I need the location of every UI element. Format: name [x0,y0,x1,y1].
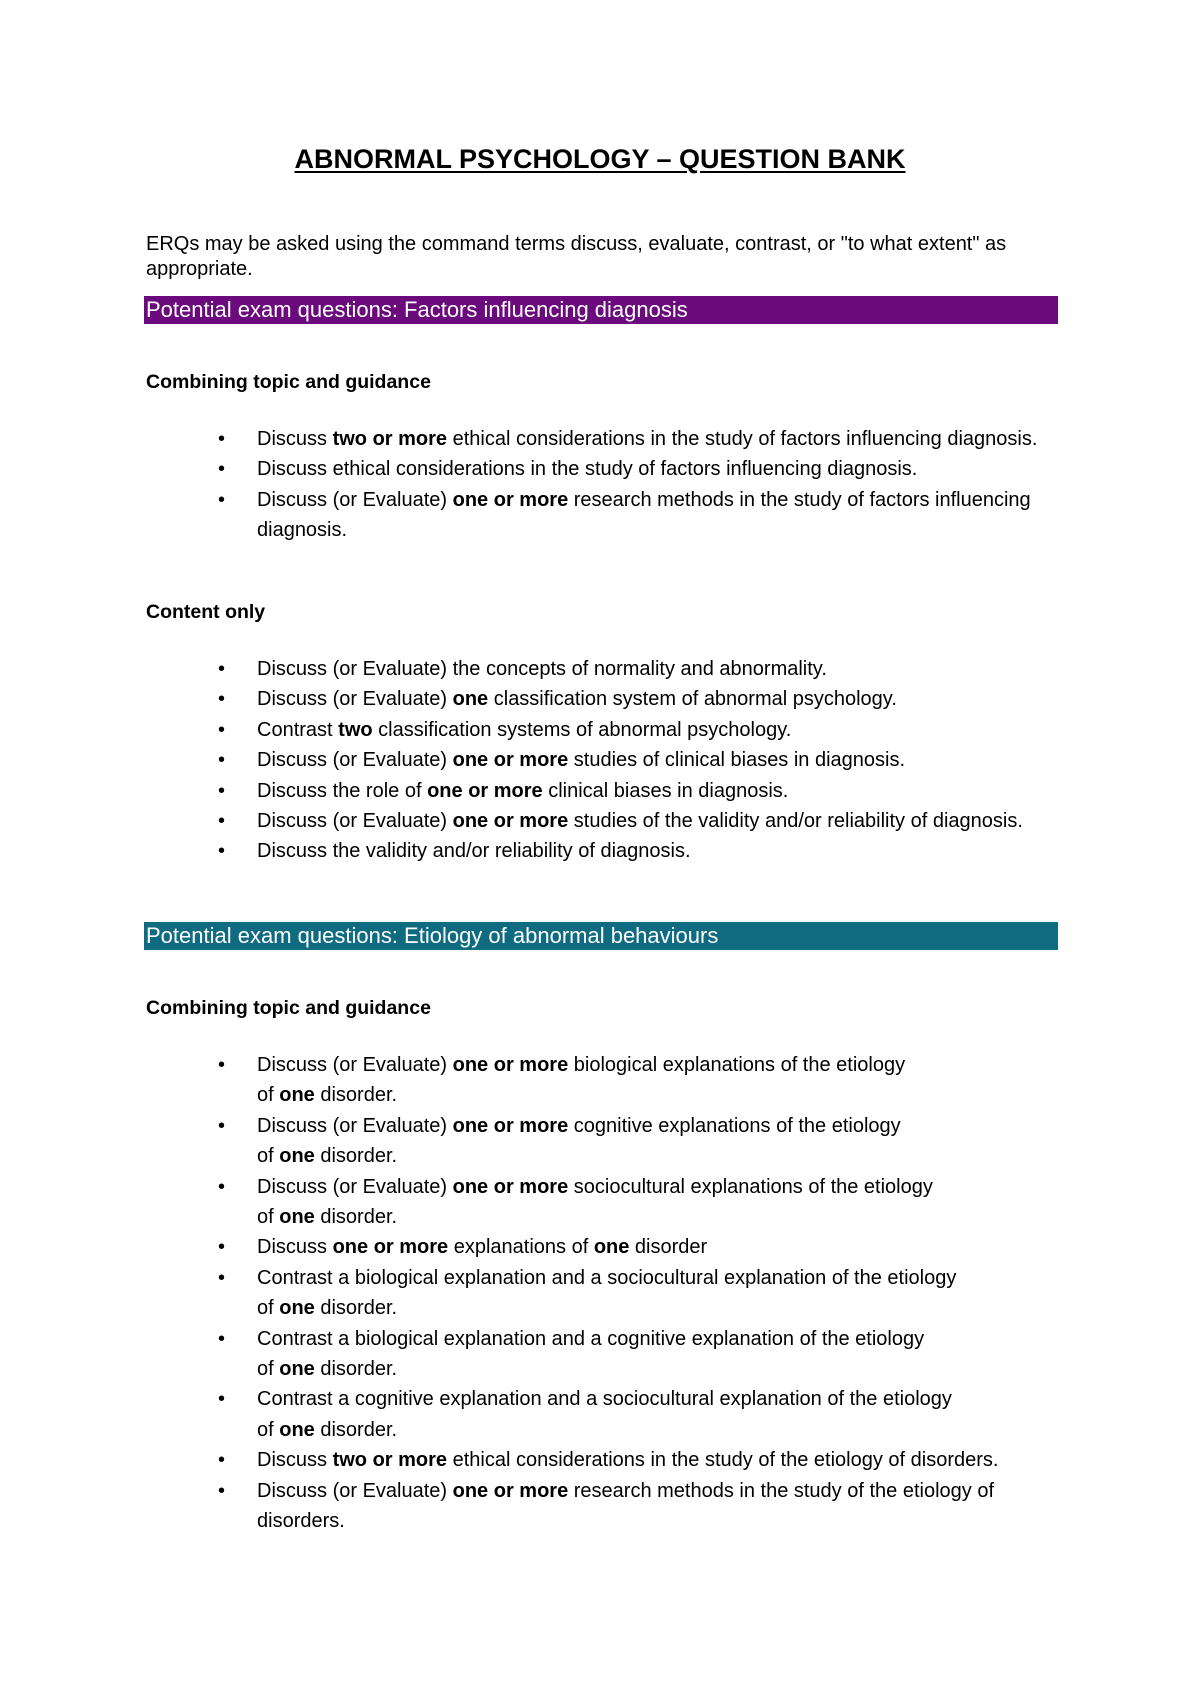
emphasis-text: one [279,1145,315,1168]
bullet-icon: • [218,428,226,450]
bullet-icon: • [218,488,226,511]
subheading-combining-topic-guidance: Combining topic and guidance [146,371,431,393]
emphasis-text: one or more [427,779,543,802]
question-text: Discuss (or Evaluate) one or more cognitive explanations of the etiology of one disorder. [257,1114,901,1168]
question-text: Contrast a cognitive explanation and a sociocultural explanation of the etiology of one disorder. [257,1388,952,1441]
list-item [0,485,1057,546]
emphasis-text: one or more [452,1175,569,1198]
bullet-icon: • [218,1449,226,1472]
bullet-icon: • [218,1479,226,1502]
question-list [0,424,1057,546]
bullet-icon: • [218,458,226,481]
list-item [0,836,1057,866]
bullet-icon: • [218,840,226,863]
question-list [0,1050,1057,1537]
list-item [0,1232,1057,1262]
subheading-combining-topic-guidance: Combining topic and guidance [146,997,431,1019]
bullet-icon: • [218,1266,226,1289]
emphasis-text: one or more [452,810,569,833]
question-text: Discuss ethical considerations in the study of factors influencing diagnosis. [257,458,918,481]
emphasis-text: one or more [452,488,569,511]
list-item [0,684,1057,714]
question-text: Contrast a biological explanation and a cognitive explanation of the etiology of one disorder. [257,1327,925,1381]
bullet-icon: • [218,810,226,833]
question-text: Discuss the role of one or more clinical biases in diagnosis. [257,779,789,802]
emphasis-text: one or more [452,1114,569,1137]
emphasis-text: one [279,1206,315,1229]
emphasis-text: two [338,718,373,741]
emphasis-text: one or more [332,1236,449,1259]
bullet-icon: • [218,1388,226,1411]
question-text: Discuss (or Evaluate) one or more research methods in the study of factors influencing diagnosis. [257,488,1031,542]
list-item [0,1111,1057,1172]
question-text: Discuss (or Evaluate) one or more studies of the validity and/or reliability of diagnosis. [257,810,1023,833]
emphasis-text: one or more [452,1054,569,1076]
emphasis-text: one [452,688,489,711]
bullet-icon: • [218,688,226,711]
question-text: Discuss (or Evaluate) one or more studies of clinical biases in diagnosis. [257,749,906,772]
question-text: Discuss (or Evaluate) one or more sociocultural explanations of the etiology of one disorder. [257,1175,933,1229]
emphasis-text: one [279,1084,315,1107]
question-list [0,654,1057,867]
emphasis-text: one or more [452,749,569,772]
list-item [0,424,1057,454]
question-text: Contrast a biological explanation and a sociocultural explanation of the etiology of one disorder. [257,1266,957,1320]
question-text: Discuss (or Evaluate) the concepts of normality and abnormality. [257,658,827,680]
emphasis-text: two or more [332,1449,448,1472]
bullet-icon: • [218,658,226,680]
question-text: Discuss the validity and/or reliability of diagnosis. [257,840,691,863]
list-item [0,1445,1057,1475]
list-item [0,1263,1057,1324]
list-item [0,1172,1057,1233]
bullet-icon: • [218,1327,226,1350]
question-text: Discuss (or Evaluate) one or more research methods in the study of the etiology of disorders. [257,1479,995,1533]
bullet-icon: • [218,779,226,802]
section-heading-etiology: Potential exam questions: Etiology of abnormal behaviours [144,922,1058,950]
question-text: Contrast two classification systems of abnormal psychology. [257,718,792,741]
emphasis-text: one [279,1418,315,1441]
question-text: Discuss one or more explanations of one disorder [257,1236,708,1259]
emphasis-text: two or more [332,428,448,450]
list-item [0,1050,1057,1111]
bullet-icon: • [218,718,226,741]
list-item [0,1476,1057,1537]
list-item [0,776,1057,806]
bullet-icon: • [218,1114,226,1137]
subheading-content-only: Content only [146,601,266,623]
question-text: Discuss (or Evaluate) one or more biological explanations of the etiology of one disorder. [257,1054,906,1107]
list-item [0,654,1057,684]
question-text: Discuss (or Evaluate) one classification system of abnormal psychology. [257,688,897,711]
list-item [0,745,1057,775]
emphasis-text: one [279,1358,315,1381]
list-item [0,454,1057,484]
list-item [0,1384,1057,1445]
list-item [0,715,1057,745]
emphasis-text: one or more [452,1479,569,1502]
section-heading-factors-diagnosis: Potential exam questions: Factors influencing diagnosis [144,296,1058,324]
bullet-icon: • [218,1236,226,1259]
list-item [0,1324,1057,1385]
bullet-icon: • [218,1054,226,1076]
bullet-icon: • [218,749,226,772]
page-title: ABNORMAL PSYCHOLOGY – QUESTION BANK [294,144,906,174]
bullet-icon: • [218,1175,226,1198]
emphasis-text: one [279,1297,315,1320]
list-item [0,806,1057,836]
emphasis-text: one [593,1236,630,1259]
intro-paragraph: ERQs may be asked using the command terms discuss, evaluate, contrast, or "to what extent" as appropriate. [146,233,1007,280]
question-text: Discuss two or more ethical considerations in the study of factors influencing diagnosis. [257,428,1038,450]
question-text: Discuss two or more ethical considerations in the study of the etiology of disorders. [257,1449,999,1472]
